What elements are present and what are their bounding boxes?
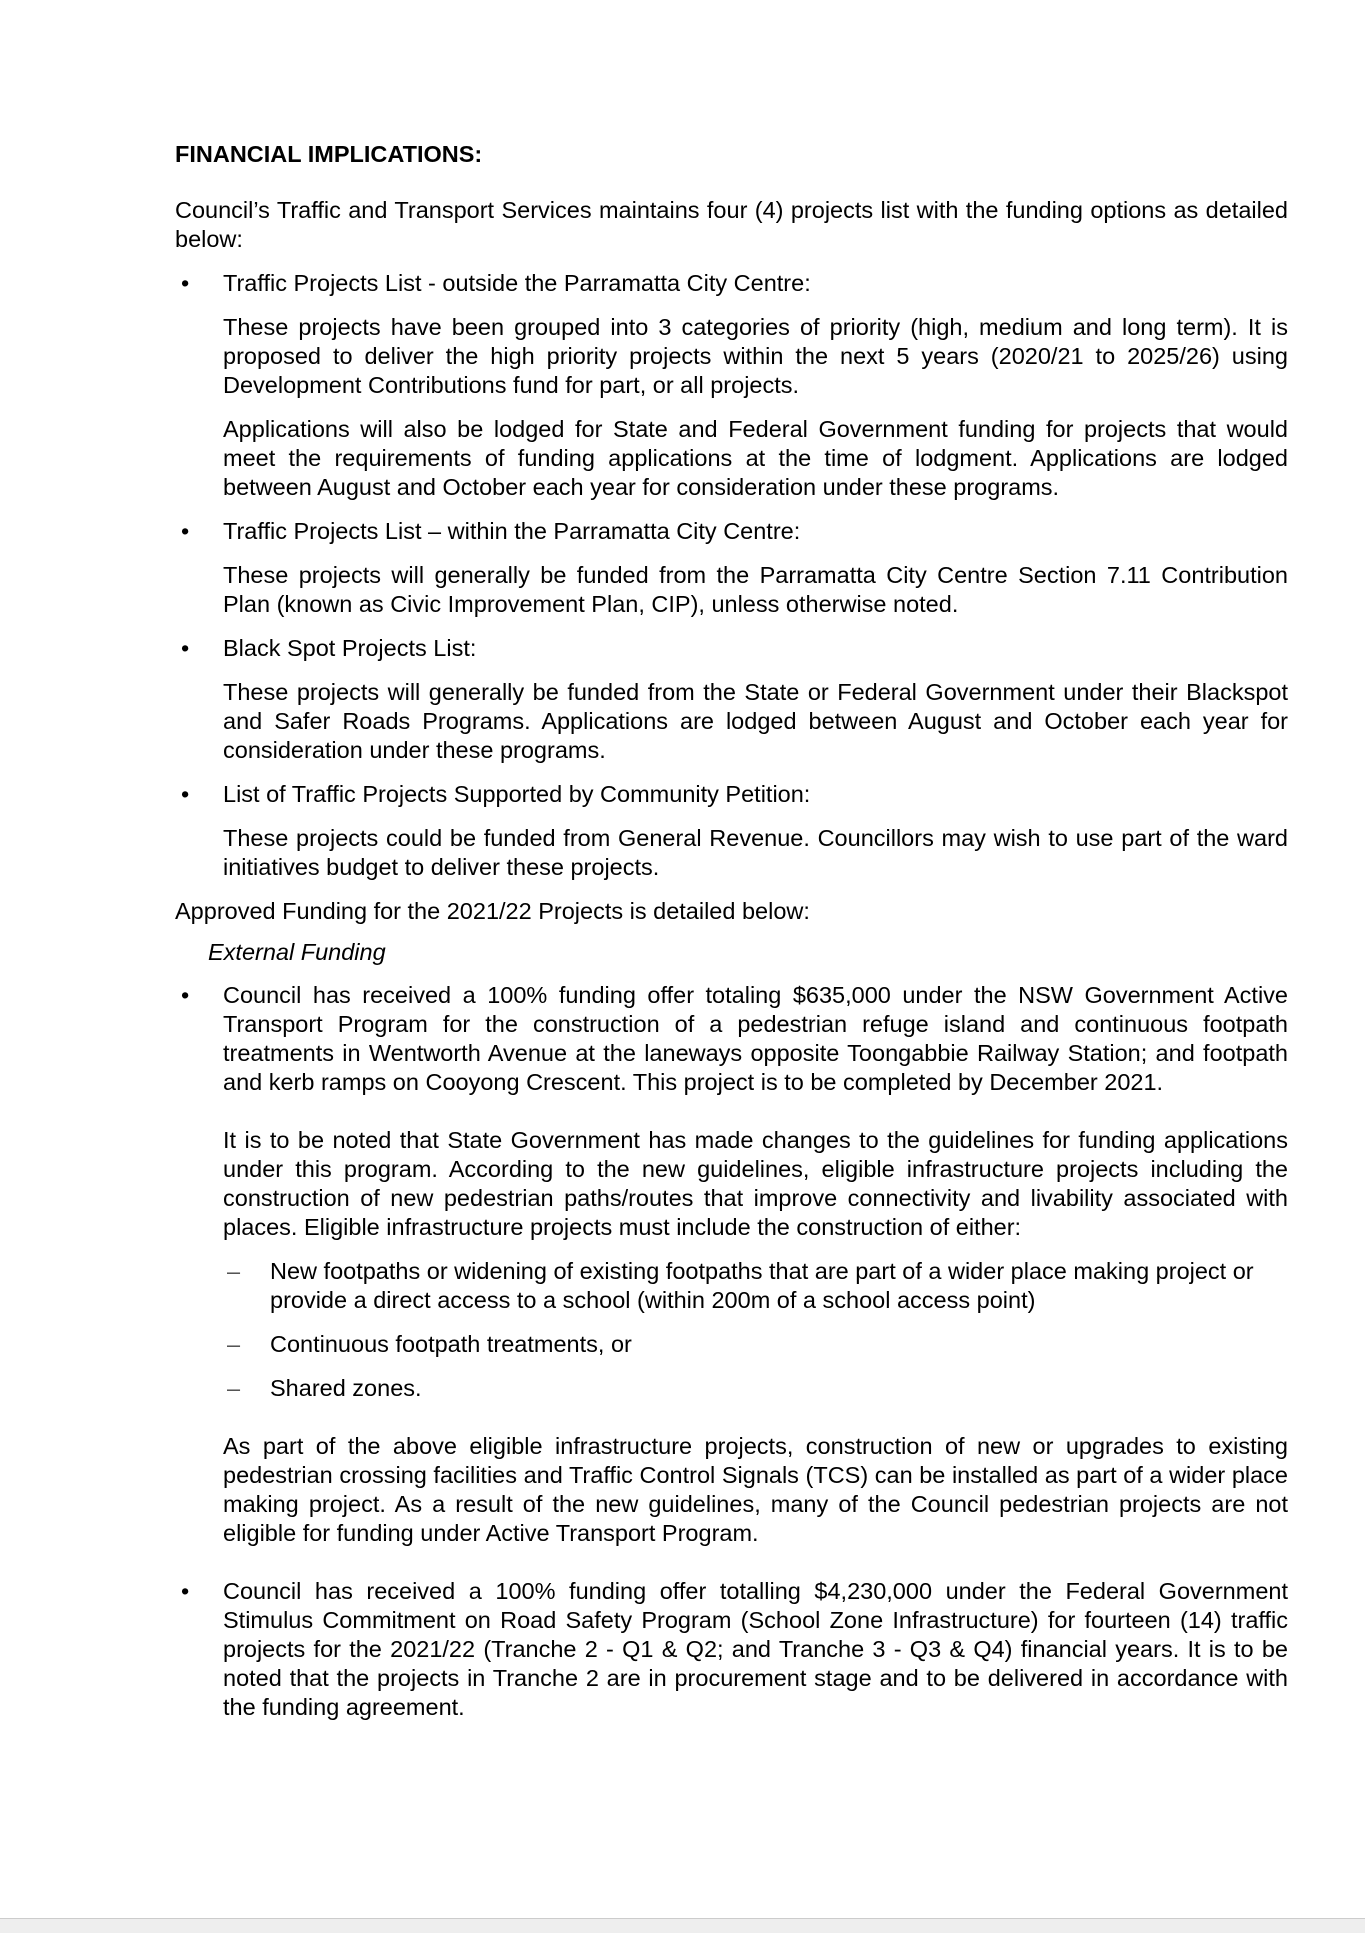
funding-item	[175, 1577, 1288, 1722]
list-item-title: Traffic Projects List - outside the Parramatta City Centre:	[223, 270, 811, 296]
eligibility-item-text: Shared zones.	[270, 1375, 422, 1401]
eligibility-item-text: New footpaths or widening of existing footpaths that are part of a wider place making project or provide a direct access to a school (within 200m of a school access point)	[270, 1258, 1254, 1313]
bullet-icon: •	[181, 1578, 190, 1604]
list-item	[175, 269, 1288, 502]
list-item	[175, 634, 1288, 765]
intro-paragraph: Council’s Traffic and Transport Services maintains four (4) projects list with the funding options as detailed below:	[175, 197, 1288, 252]
page-bottom-edge	[0, 1918, 1365, 1933]
dash-icon: –	[227, 1258, 241, 1284]
list-item-paragraph: These projects will generally be funded from the Parramatta City Centre Section 7.11 Contribution Plan (known as Civic Improvement Plan, CIP), unless otherwise noted.	[223, 562, 1288, 617]
external-funding-label: External Funding	[208, 939, 386, 965]
list-item-paragraph: These projects will generally be funded from the State or Federal Government under their Blackspot and Safer Roads Programs. Applications are lodged between August and October each year for consideration under these programs.	[223, 679, 1288, 763]
funding-list	[175, 981, 1288, 1722]
eligibility-item	[223, 1330, 1288, 1359]
list-item-title: List of Traffic Projects Supported by Community Petition:	[223, 781, 811, 807]
list-item	[175, 517, 1288, 619]
funding-paragraph: Council has received a 100% funding offer totaling $635,000 under the NSW Government Active Transport Program for the construction of a pedestrian refuge island and continuous footpath treatments in Wentworth Avenue at the laneways opposite Toongabbie Railway Station; and footpath and kerb ramps on Cooyong Crescent. This project is to be completed by December 2021.	[223, 982, 1288, 1095]
eligibility-list	[223, 1257, 1288, 1403]
funding-paragraph: As part of the above eligible infrastructure projects, construction of new or upgrades to existing pedestrian crossing facilities and Traffic Control Signals (TCS) can be installed as part of a wider place making project. As a result of the new guidelines, many of the Council pedestrian projects are not eligible for funding under Active Transport Program.	[223, 1433, 1288, 1546]
funding-paragraph: Council has received a 100% funding offer totalling $4,230,000 under the Federal Government Stimulus Commitment on Road Safety Program (School Zone Infrastructure) for fourteen (14) traffic projects for the 2021/22 (Tranche 2 - Q1 & Q2; and Tranche 3 - Q3 & Q4) financial years. It is to be noted that the projects in Tranche 2 are in procurement stage and to be delivered in accordance with the funding agreement.	[223, 1578, 1288, 1720]
dash-icon: –	[227, 1375, 241, 1401]
list-item-paragraph: These projects have been grouped into 3 categories of priority (high, medium and long term). It is proposed to deliver the high priority projects within the next 5 years (2020/21 to 2025/26) using Development Contributions fund for part, or all projects.	[223, 314, 1288, 398]
bullet-icon: •	[181, 635, 190, 661]
page-content	[175, 140, 1288, 1722]
project-lists	[175, 269, 1288, 882]
list-item-title: Black Spot Projects List:	[223, 635, 477, 661]
list-item	[175, 780, 1288, 882]
bullet-icon: •	[181, 781, 190, 807]
funding-paragraph: It is to be noted that State Government has made changes to the guidelines for funding applications under this program. According to the new guidelines, eligible infrastructure projects including the construction of new pedestrian paths/routes that improve connectivity and livability associated with places. Eligible infrastructure projects must include the construction of either:	[223, 1127, 1288, 1240]
list-item-paragraph: These projects could be funded from General Revenue. Councillors may wish to use part of the ward initiatives budget to deliver these projects.	[223, 825, 1288, 880]
approved-funding-heading: Approved Funding for the 2021/22 Projects is detailed below:	[175, 898, 810, 924]
list-item-paragraph: Applications will also be lodged for State and Federal Government funding for projects that would meet the requirements of funding applications at the time of lodgment. Applications are lodged between August and October each year for consideration under these programs.	[223, 416, 1288, 500]
bullet-icon: •	[181, 518, 190, 544]
bullet-icon: •	[181, 270, 190, 296]
eligibility-item-text: Continuous footpath treatments, or	[270, 1331, 632, 1357]
list-item-title: Traffic Projects List – within the Parramatta City Centre:	[223, 518, 801, 544]
bullet-icon: •	[181, 982, 190, 1008]
funding-item	[175, 981, 1288, 1548]
eligibility-item	[223, 1257, 1288, 1315]
eligibility-item	[223, 1374, 1288, 1403]
section-heading: FINANCIAL IMPLICATIONS:	[175, 141, 483, 167]
dash-icon: –	[227, 1331, 241, 1357]
